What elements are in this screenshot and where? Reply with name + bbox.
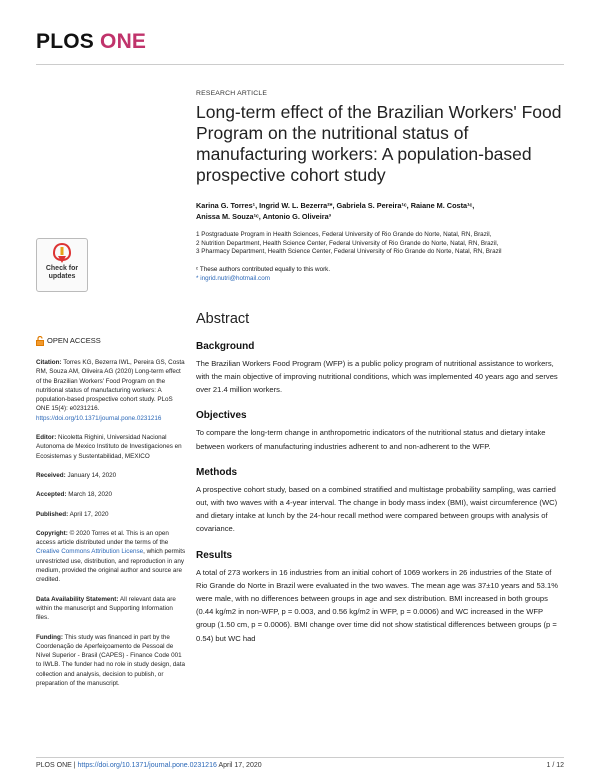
funding-text: This study was financed in part by the Coordenação de Aperfeiçoamento de Pessoal de Nível Superior - Brasil (CAPES) - Finance Code 001 to IWLB. The funder had no role in study design, data collection and analysis, decision to publish, or preparation of the manuscript. [36,633,186,688]
editor-label: Editor: [36,434,57,442]
authors-line-1: Karina G. Torres¹, Ingrid W. L. Bezerra²*, Gabriela S. Pereira¹ᶜ, Raiane M. Costa¹ᶜ, [196,201,475,210]
article-sidebar [36,336,186,698]
footer-divider [36,757,564,758]
received-label: Received: [36,471,66,479]
corresponding-email[interactable]: * ingrid.nutri@hotmail.com [196,274,270,282]
article-title: Long-term effect of the Brazilian Workers' Food Program on the nutritional status of manufacturing workers: A population-based prospective cohort study [196,102,562,185]
received-block [36,471,186,480]
author-list [196,200,562,222]
open-access-text: OPEN ACCESS [47,336,101,346]
citation-block [36,358,186,423]
methods-text: A prospective cohort study, based on a combined stratified and multistage probability sampling, was carried out, with two waves with a 4-year interval. The change in body mass index (BMI), waist circumference (WC) and dietary intake at lunch by the 24-hour recall method were compared between groups with analysis of covariance. [196,484,558,534]
open-access-label [36,336,186,346]
check-for-updates-badge[interactable] [36,238,88,292]
logo-plos: PLOS [36,30,94,53]
published-date: April 17, 2020 [69,510,109,518]
funding-block [36,633,186,689]
footer-separator: | [73,762,76,769]
badge-line2: updates [48,273,76,280]
editor-block [36,433,186,461]
received-date: January 14, 2020 [67,471,117,479]
editor-text: Nicoletta Righini, Universidad Nacional Autonoma de Mexico Instituto de Investigaciones en Ecosistemas y Sustentabilidad, MEXICO [36,434,182,460]
objectives-heading: Objectives [196,410,247,422]
affiliations [196,231,562,257]
header-divider [36,64,564,65]
license-link[interactable]: Creative Commons Attribution License [36,548,144,556]
footer-journal: PLOS ONE [36,762,72,769]
article-main [196,90,562,645]
footer-left [36,762,262,769]
citation-label: Citation: [36,359,62,366]
affiliation-2: 2 Nutrition Department, Health Science Center, Federal University of Rio Grande do Norte, Natal, RN, Brazil, [196,239,499,247]
methods-heading: Methods [196,466,238,478]
accepted-date: March 18, 2020 [68,491,112,499]
citation-text: Torres KG, Bezerra IWL, Pereira GS, Costa RM, Souza AM, Oliveira AG (2020) Long-term effect of the Brazilian Workers' Food Program on the nutritional status of manufacturing workers: A population-based prospective cohort study. PLoS ONE 15(4): e0231216. [36,359,185,413]
copyright-block [36,529,186,585]
data-availability-text: All relevant data are within the manuscript and Supporting Information files. [36,595,176,622]
author-notes [196,265,562,283]
background-text: The Brazilian Workers Food Program (WFP) is a public policy program of nutritional assistance to workers, with the main objective of improving nutritional conditions, which was implemented 40 years ago and serves over 21.4 million workers. [196,358,558,395]
affiliation-3: 3 Pharmacy Department, Health Science Center, Federal University of Rio Grande do Norte, Natal, RN, Brazil [196,248,502,256]
accepted-block [36,490,186,499]
logo-one: ONE [100,30,147,53]
abstract-heading: Abstract [196,310,250,327]
copyright-text-2: , which permits unrestricted use, distribution, and reproduction in any medium, provided the original author and source are credited. [36,548,186,584]
affiliation-1: 1 Postgraduate Program in Health Sciences, Federal University of Rio Grande do Norte, Natal, RN, Brazil, [196,231,492,238]
funding-label: Funding: [36,633,63,641]
page-number: 1 / 12 [546,762,564,769]
journal-logo [36,30,146,54]
objectives-text: To compare the long-term change in anthropometric indicators of the nutritional status and dietary intake between workers of manufacturing industries adherent to and non-adherent to the WFP. [196,428,546,451]
data-availability-label: Data Availability Statement: [36,595,119,603]
background-heading: Background [196,340,255,352]
results-text: A total of 273 workers in 16 industries from an initial cohort of 1069 workers in 26 industries of the State of Rio Grande do Norte in Brazil were evaluated in the two waves. The mean age was 37±10 years and 53.1% were male, with no differences between groups in age and sex distribution. BMI increased in both groups (0.44 kg/m2 in non-WFP, p = 0.003, and 0.56 kg/m2 in WFP, p = 0.0006) and WC increased in the WFP group (1.50 cm, p = 0.0006). BMI change over time did not show statistical differences between groups (p = 0.54) but WC had [196,567,558,643]
results-heading: Results [196,549,233,561]
copyright-label: Copyright: [36,529,68,537]
citation-doi-link[interactable]: https://doi.org/10.1371/journal.pone.0231216 [36,414,162,422]
footer-doi-link[interactable]: https://doi.org/10.1371/journal.pone.0231216 [77,762,217,769]
footer-date: April 17, 2020 [218,762,262,769]
accepted-label: Accepted: [36,491,67,499]
open-lock-icon [36,336,44,346]
authors-line-2: Anissa M. Souza¹ᶜ, Antonio G. Oliveira³ [196,212,332,221]
article-type: RESEARCH ARTICLE [196,90,268,97]
crossmark-icon [52,243,72,265]
page-footer [36,762,564,769]
copyright-text-1: © 2020 Torres et al. This is an open access article distributed under the terms of the [36,529,169,547]
published-block [36,510,186,519]
published-label: Published: [36,510,69,518]
equal-contribution-note: ᶜ These authors contributed equally to this work. [196,265,331,273]
badge-line1: Check for [45,265,79,272]
data-availability-block [36,595,186,623]
